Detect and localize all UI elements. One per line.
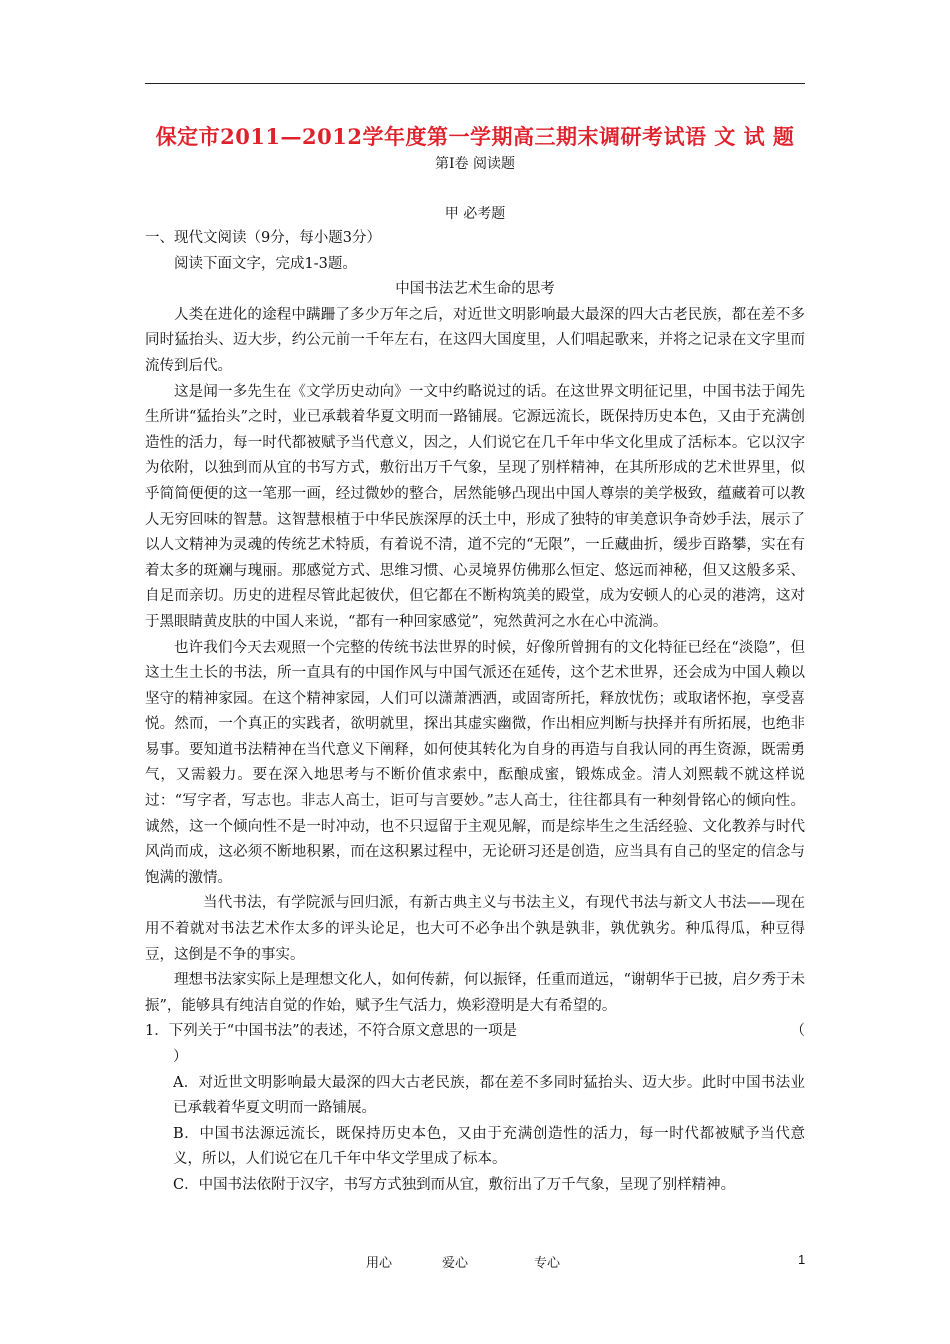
article-title: 中国书法艺术生命的思考 [395,281,555,298]
option-c: C．中国书法依附于汉字，书写方式独到而从宜，敷衍出了万千气象，呈现了别样精神。 [173,1176,736,1193]
paragraph: 理想书法家实际上是理想文化人，如何传薪，何以振铎，任重而道远，“谢朝华于已披，启夕秀于未振”，能够具有纯洁自觉的作始，赋予生气活力，焕彩澄明是大有希望的。 [145,972,805,1014]
document-body [145,226,805,1199]
page-number: 1 [798,1252,806,1267]
answer-paren-close: ） [173,1049,188,1065]
option-b: B．中国书法源远流长，既保持历史本色，又由于充满创造性的活力，每一时代都被赋予当代意义，所以，人们说它在几千年中华文学里成了标本。 [173,1125,805,1168]
header-rule [145,83,805,84]
paragraph: 人类在进化的途程中蹒跚了多少万年之后，对近世文明影响最大最深的四大古老民族，都在差不多同时猛抬头、迈大步，约公元前一千年左右，在这四大国度里，人们唱起歌来，并将之记录在文字里而流传到后代。 [145,306,805,374]
footer-middle: 爱心 [442,1256,469,1271]
option-a: A．对近世文明影响最大最深的四大古老民族，都在差不多同时猛抬头、迈大步。此时中国书法业已承载着华夏文明而一路铺展。 [173,1074,805,1117]
paragraph: 也许我们今天去观照一个完整的传统书法世界的时候，好像所曾拥有的文化特征已经在“淡隐”，但这土生土长的书法，所一直具有的中国作风与中国气派还在延传，这个艺术世界，还会成为中国人赖以坚守的精神家园。在这个精神家园，人们可以潇萧洒洒，或固寄所托，释放忧伤；或取诸怀抱，享受喜悦。然而，一个真正的实践者，欲明就里，探出其虚实幽微，作出相应判断与抉择并有所拓展，也绝非易事。要知道书法精神在当代意义下阐释，如何使其转化为自身的再造与自我认同的再生资源，既需勇气，又需毅力。要在深入地思考与不断价值求索中，酝酿成蜜，锻炼成金。清人刘熙载不就这样说过：“写字者，写志也。非志人高士，讵可与言要妙。”志人高士，往往都具有一种刻骨铭心的倾向性。诚然，这一个倾向性不是一时冲动，也不只逗留于主观见解，而是综毕生之生活经验、文化教养与时代风尚而成，这必须不断地积累，而在这积累过程中，无论研习还是创造，应当具有自己的坚定的信念与饱满的激情。 [145,639,805,886]
question-1-stem [145,1019,805,1045]
footer-left: 用心 [366,1256,393,1271]
paragraph: 当代书法，有学院派与回归派，有新古典主义与书法主义，有现代书法与新文人书法——现在用不着就对书法艺术作太多的评头论足，也大可不必争出个孰是孰非，孰优孰劣。种瓜得瓜，种豆得豆，这倒是不争的事实。 [145,895,805,963]
part-heading: 一、现代文阅读（9分，每小题3分） [145,230,381,246]
question-1-text: 1．下列关于“中国书法”的表述，不符合原文意思的一项是 [145,1023,518,1040]
page-title: 保定市2011—2012学年度第一学期高三期末调研考试语 文 试 题 [155,124,795,149]
paragraph: 这是闻一多先生在《文学历史动向》一文中约略说过的话。在这世界文明征记里，中国书法于闻先生所讲“猛抬头”之时，业已承载着华夏文明而一路铺展。它源远流长，既保持历史本色，又由于充满创造性的活力，每一时代都被赋予当代意义，因之，人们说它在几千年中华文化里成了活标本。它以汉字为依附，以独到而从宜的书写方式，敷衍出万千气象，呈现了别样精神，在其所形成的艺术世界里，似乎简简便便的这一笔那一画，经过微妙的整合，居然能够凸现出中国人尊崇的美学极致，蕴藏着可以教人无穷回味的智慧。这智慧根植于中华民族深厚的沃土中，形成了独特的审美意识争奇妙手法，展示了以人文精神为灵魂的传统艺术特质，有着说不清，道不完的“无限”，一丘藏曲折，缓步百路攀，实在有着太多的斑斓与瑰丽。那感觉方式、思维习惯、心灵境界仿佛那么恒定、悠远而神秘，但又这般多采、自足而亲切。历史的进程尽管此起彼伏，但它都在不断构筑美的殿堂，成为安顿人的心灵的港湾，这对于黑眼睛黄皮肤的中国人来说，“都有一种回家感觉”，宛然黄河之水在心中流淌。 [145,383,805,630]
section-heading: 甲 必考题 [444,206,506,222]
instruction: 阅读下面文字，完成1-3题。 [174,255,357,272]
volume-subtitle: 第Ⅰ卷 阅读题 [435,156,515,172]
answer-paren-open: （ [790,1023,805,1040]
footer-right: 专心 [534,1256,561,1271]
